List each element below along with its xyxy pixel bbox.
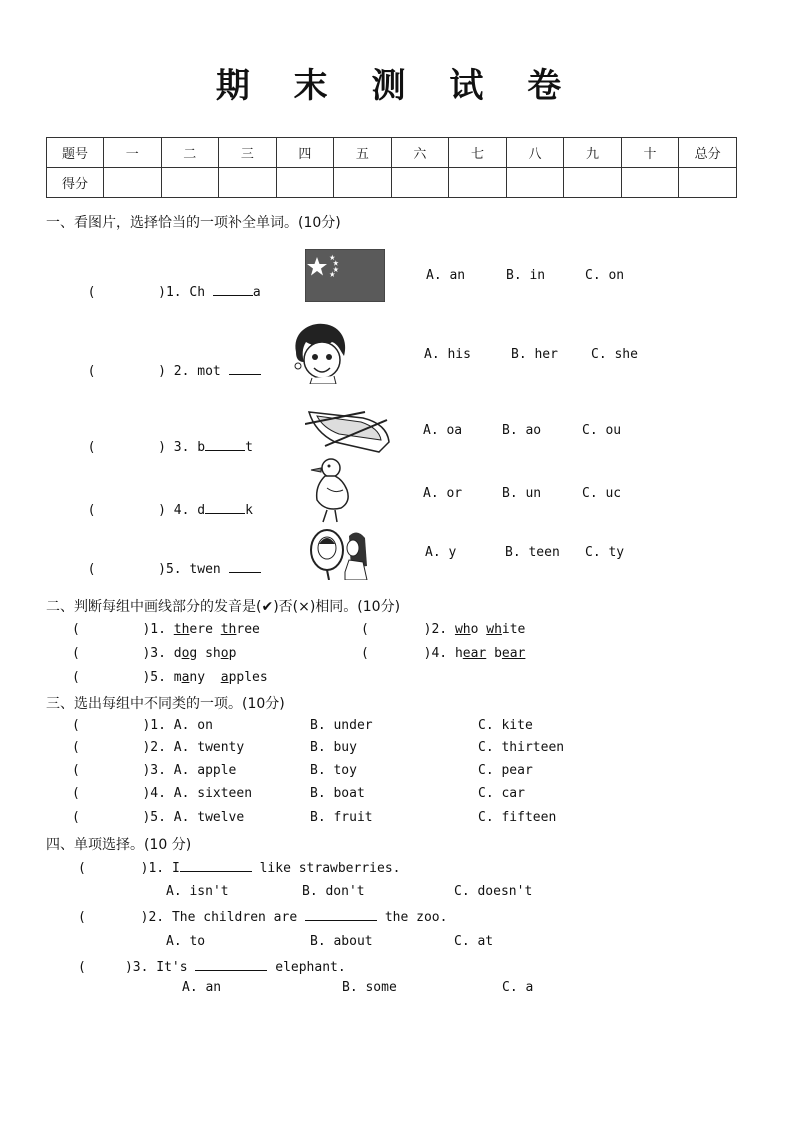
- option-c: C. fifteen: [478, 810, 557, 825]
- question-number: )5.: [142, 670, 166, 685]
- score-table-header-row: [47, 138, 737, 168]
- duck-image: [305, 456, 353, 524]
- question-number: )4.: [423, 646, 448, 661]
- table-cell: 题号: [47, 138, 104, 168]
- option-a: A. or: [423, 486, 463, 501]
- table-cell: 六: [391, 138, 449, 168]
- option-b: B. fruit: [310, 810, 373, 825]
- question-number: )1.: [142, 622, 166, 637]
- answer-bracket[interactable]: (: [78, 960, 86, 975]
- option-b: B. don't: [302, 884, 365, 899]
- option-a: A. an: [426, 268, 466, 283]
- section-3-heading: 三、选出每组中不同类的一项。(10分): [46, 696, 285, 712]
- option-a: A. apple: [173, 763, 237, 778]
- answer-bracket[interactable]: ( ): [87, 562, 166, 577]
- table-cell: 八: [506, 138, 564, 168]
- section-1-heading: 一、看图片，选择恰当的一项补全单词。(10分): [46, 215, 341, 231]
- option-c: C. ou: [582, 423, 622, 438]
- option-a: A. on: [173, 718, 213, 733]
- sound-item-3: ( )3. dog shop: [72, 646, 237, 661]
- question-number: )3.: [142, 646, 166, 661]
- answer-bracket[interactable]: ( ): [87, 364, 166, 379]
- answer-bracket[interactable]: ( ): [87, 503, 166, 518]
- fill-blank[interactable]: [229, 362, 261, 375]
- page-title: 期 末 测 试 卷: [215, 66, 578, 106]
- question-4: [72, 486, 253, 518]
- stem-before: d: [197, 503, 206, 518]
- answer-bracket[interactable]: (: [72, 670, 80, 685]
- boat-image: [305, 402, 391, 456]
- choice-item-1: ( )1. I like strawberries.: [78, 861, 401, 876]
- option-b: B. under: [310, 718, 373, 733]
- sound-item-1: ( )1. there three: [72, 622, 260, 637]
- score-cell[interactable]: [449, 168, 507, 198]
- table-cell: 一: [104, 138, 162, 168]
- option-c: C. pear: [478, 763, 533, 778]
- score-cell[interactable]: [161, 168, 219, 198]
- answer-bracket[interactable]: (: [361, 646, 369, 661]
- score-cell[interactable]: [506, 168, 564, 198]
- section-2-heading: 二、判断每组中画线部分的发音是(✔)否(×)相同。(10分): [46, 599, 401, 615]
- underlined-part: wh: [454, 622, 471, 637]
- underlined-part: a: [220, 670, 229, 685]
- score-cell[interactable]: [564, 168, 622, 198]
- option-a: A. twelve: [173, 810, 245, 825]
- table-cell: 五: [334, 138, 392, 168]
- answer-bracket[interactable]: (: [72, 763, 80, 778]
- score-cell[interactable]: [276, 168, 334, 198]
- question-number: )2.: [423, 622, 448, 637]
- answer-bracket[interactable]: (: [72, 810, 80, 825]
- fill-blank[interactable]: [213, 283, 253, 296]
- stem-after: a: [252, 285, 261, 300]
- table-cell: 二: [161, 138, 219, 168]
- china-flag-image: [305, 249, 385, 302]
- underlined-part: th: [173, 622, 190, 637]
- choice-item-2: ( )2. The children are the zoo.: [78, 910, 448, 925]
- underlined-part: a: [181, 670, 190, 685]
- option-a: A. to: [166, 934, 206, 949]
- underlined-part: o: [220, 646, 229, 661]
- answer-bracket[interactable]: (: [78, 910, 86, 925]
- table-cell: 九: [564, 138, 622, 168]
- option-b: B. un: [502, 486, 542, 501]
- stem-before: Ch: [189, 285, 206, 300]
- option-a: A. isn't: [166, 884, 229, 899]
- option-c: C. on: [585, 268, 625, 283]
- option-a: A. sixteen: [173, 786, 253, 801]
- table-cell: 四: [276, 138, 334, 168]
- answer-bracket[interactable]: (: [72, 740, 80, 755]
- option-c: C. she: [591, 347, 638, 362]
- table-cell: 十: [621, 138, 679, 168]
- table-cell: 七: [449, 138, 507, 168]
- option-a: A. twenty: [173, 740, 245, 755]
- answer-bracket[interactable]: (: [361, 622, 369, 637]
- stem-after: t: [245, 440, 253, 455]
- underlined-part: wh: [486, 622, 502, 637]
- underlined-part: th: [220, 622, 237, 637]
- option-b: B. her: [511, 347, 558, 362]
- question-5: [72, 545, 261, 577]
- odd-one-item-3: ( )3. A. apple: [72, 763, 237, 778]
- sound-item-2: ( )2. who white: [361, 622, 526, 637]
- option-c: C. a: [502, 980, 534, 995]
- option-c: C. doesn't: [454, 884, 533, 899]
- mother-face-image: [288, 322, 350, 384]
- option-b: B. about: [310, 934, 373, 949]
- fill-blank[interactable]: [180, 859, 252, 872]
- question-number: 1.: [165, 285, 182, 300]
- option-c: C. ty: [585, 545, 625, 560]
- underlined-part: ear: [501, 646, 526, 661]
- option-b: B. some: [342, 980, 397, 995]
- option-b: B. ao: [502, 423, 542, 438]
- fill-blank[interactable]: [205, 501, 245, 514]
- option-a: A. his: [424, 347, 471, 362]
- score-table: [46, 137, 737, 198]
- answer-bracket[interactable]: ( ): [87, 285, 166, 300]
- option-b: B. toy: [310, 763, 357, 778]
- question-3: [72, 423, 253, 455]
- option-c: C. uc: [582, 486, 622, 501]
- option-a: A. y: [425, 545, 457, 560]
- question-number: 4.: [173, 503, 190, 518]
- answer-bracket[interactable]: (: [72, 786, 80, 801]
- fill-blank[interactable]: [305, 908, 377, 921]
- question-2: [72, 347, 261, 379]
- option-b: B. buy: [310, 740, 357, 755]
- fill-blank[interactable]: [229, 560, 261, 573]
- option-c: C. thirteen: [478, 740, 565, 755]
- table-cell: 三: [219, 138, 277, 168]
- option-c: C. car: [478, 786, 525, 801]
- option-c: C. at: [454, 934, 494, 949]
- option-a: A. an: [182, 980, 222, 995]
- score-cell[interactable]: [104, 168, 162, 198]
- choice-item-3: ( )3. It's elephant.: [78, 960, 346, 975]
- option-c: C. kite: [478, 718, 533, 733]
- table-cell: 总分: [679, 138, 737, 168]
- option-b: B. boat: [310, 786, 365, 801]
- score-table-score-row: [47, 168, 737, 198]
- answer-bracket[interactable]: (: [72, 622, 80, 637]
- answer-bracket[interactable]: ( ): [87, 440, 166, 455]
- score-cell[interactable]: [334, 168, 392, 198]
- answer-bracket[interactable]: (: [72, 646, 80, 661]
- score-cell[interactable]: [391, 168, 449, 198]
- section-4-heading: 四、单项选择。(10 分): [46, 837, 192, 853]
- odd-one-item-2: ( )2. A. twenty: [72, 740, 245, 755]
- sound-item-4: ( )4. hear bear: [361, 646, 526, 661]
- table-cell: 得分: [47, 168, 104, 198]
- fill-blank[interactable]: [195, 958, 267, 971]
- stem-before: mot: [197, 364, 221, 379]
- option-a: A. oa: [423, 423, 463, 438]
- mirror-girl-image: [305, 526, 371, 580]
- stem-before: b: [197, 440, 206, 455]
- option-b: B. teen: [505, 545, 560, 560]
- stem-after: k: [245, 503, 253, 518]
- option-b: B. in: [506, 268, 546, 283]
- question-1: [72, 268, 261, 300]
- odd-one-item-1: ( )1. A. on: [72, 718, 213, 733]
- odd-one-item-5: ( )5. A. twelve: [72, 810, 245, 825]
- underlined-part: o: [181, 646, 190, 661]
- fill-blank[interactable]: [205, 438, 245, 451]
- underlined-part: ear: [462, 646, 487, 661]
- answer-bracket[interactable]: (: [78, 861, 86, 876]
- sound-item-5: ( )5. many apples: [72, 670, 268, 685]
- question-number: 5.: [165, 562, 182, 577]
- odd-one-item-4: ( )4. A. sixteen: [72, 786, 253, 801]
- question-number: 2.: [173, 364, 190, 379]
- stem-before: twen: [189, 562, 221, 577]
- answer-bracket[interactable]: (: [72, 718, 80, 733]
- score-cell[interactable]: [219, 168, 277, 198]
- score-cell[interactable]: [621, 168, 679, 198]
- question-number: 3.: [173, 440, 190, 455]
- score-cell[interactable]: [679, 168, 737, 198]
